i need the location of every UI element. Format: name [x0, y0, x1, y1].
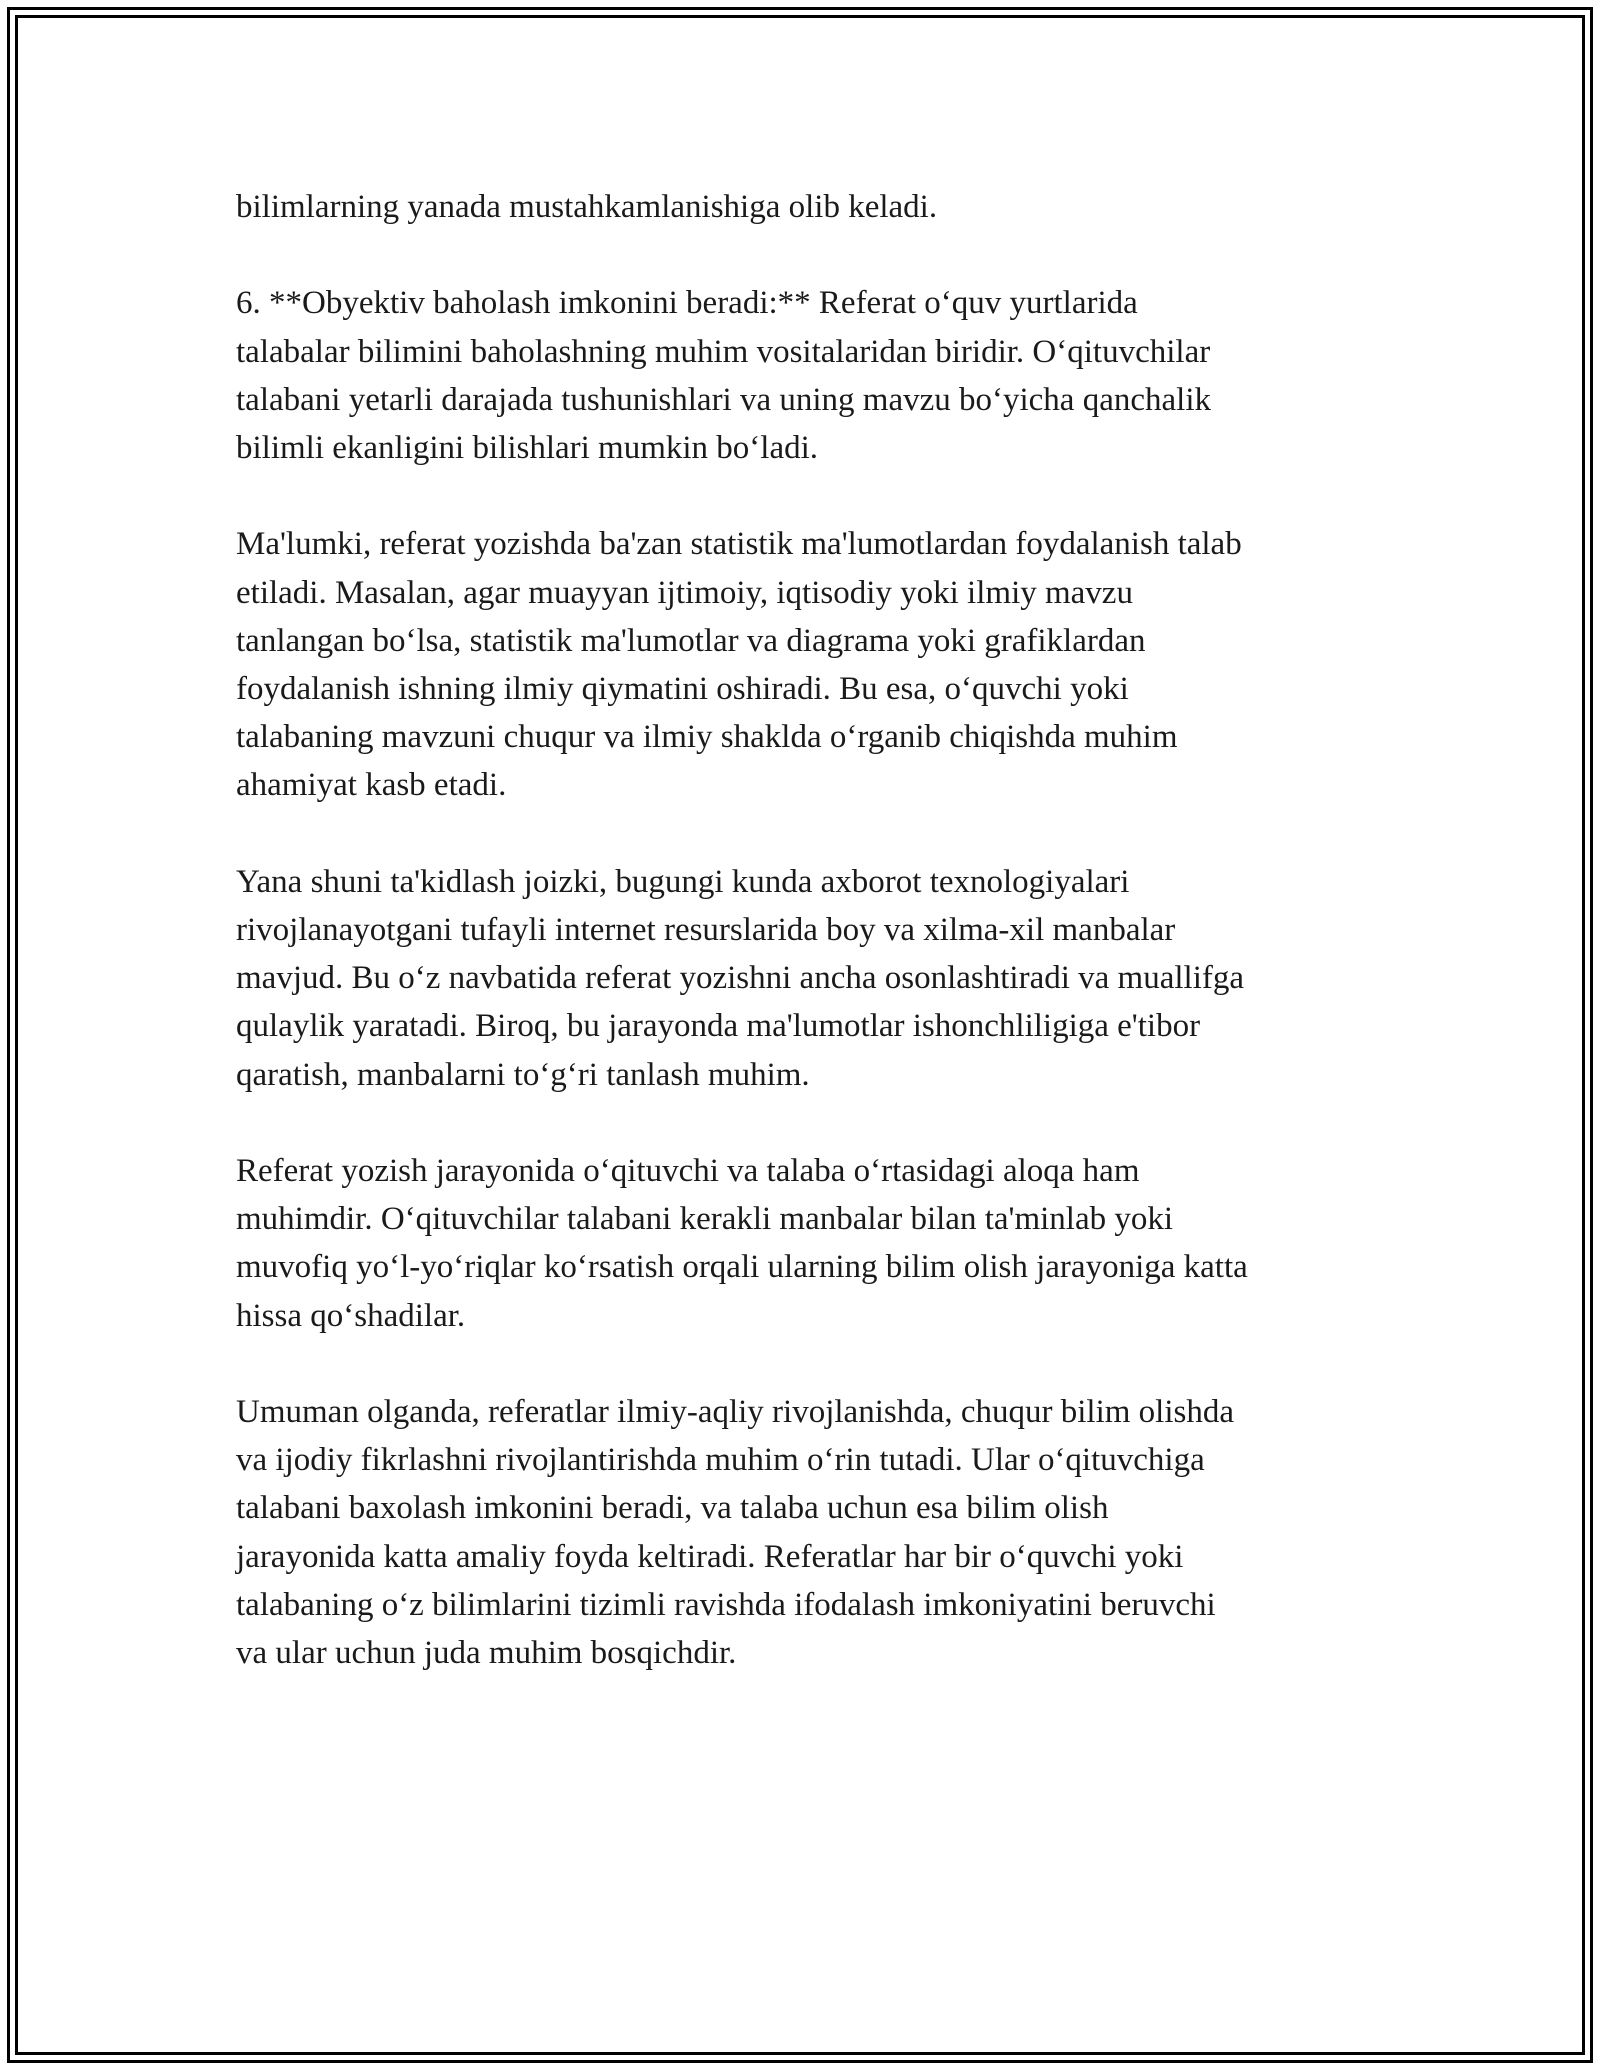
text-line: rivojlanayotgani tufayli internet resurslarida boy va xilma-xil manbalar	[236, 912, 1176, 948]
paragraph	[236, 279, 1376, 472]
text-line: tanlangan bo‘lsa, statistik ma'lumotlar va diagrama yoki grafiklardan	[236, 622, 1146, 659]
paragraph	[236, 183, 1376, 231]
text-line: Ma'lumki, referat yozishda ba'zan statistik ma'lumotlardan foydalanish talab	[236, 526, 1242, 563]
text-line: talabalar bilimini baholashning muhim vositalaridan biridir. O‘qituvchilar	[236, 333, 1211, 370]
paragraph	[236, 1147, 1376, 1340]
paragraph	[236, 1388, 1376, 1677]
text-line: talabaning mavzuni chuqur va ilmiy shaklda o‘rganib chiqishda muhim	[236, 719, 1178, 756]
paragraph	[236, 858, 1376, 1099]
text-line: 6. **Obyektiv baholash imkonini beradi:** Referat o‘quv yurtlarida	[236, 285, 1138, 322]
text-line: Yana shuni ta'kidlash joizki, bugungi kunda axborot texnologiyalari	[236, 863, 1130, 900]
document-body	[236, 183, 1376, 1677]
text-line: ahamiyat kasb etadi.	[236, 767, 507, 804]
text-line: qaratish, manbalarni to‘g‘ri tanlash muhim.	[236, 1056, 810, 1093]
text-line: hissa qo‘shadilar.	[236, 1297, 466, 1334]
text-line: jarayonida katta amaliy foyda keltiradi. Referatlar har bir o‘quvchi yoki	[236, 1538, 1184, 1575]
text-line: mavjud. Bu o‘z navbatida referat yozishni ancha osonlashtiradi va muallifga	[236, 960, 1244, 997]
text-line: va ijodiy fikrlashni rivojlantirishda muhim o‘rin tutadi. Ular o‘qituvchiga	[236, 1442, 1205, 1479]
text-line: Referat yozish jarayonida o‘qituvchi va talaba o‘rtasidagi aloqa ham	[236, 1153, 1140, 1189]
text-line: muvofiq yo‘l-yo‘riqlar ko‘rsatish orqali ularning bilim olish jarayoniga katta	[236, 1249, 1248, 1286]
paragraph	[236, 520, 1376, 809]
text-line: talabaning o‘z bilimlarini tizimli ravishda ifodalash imkoniyatini beruvchi	[236, 1586, 1216, 1623]
text-line: foydalanish ishning ilmiy qiymatini oshiradi. Bu esa, o‘quvchi yoki	[236, 671, 1129, 707]
text-line: bilimli ekanligini bilishlari mumkin bo‘ladi.	[236, 430, 819, 466]
text-line: qulaylik yaratadi. Biroq, bu jarayonda ma'lumotlar ishonchliligiga e'tibor	[236, 1008, 1201, 1045]
text-line: etiladi. Masalan, agar muayyan ijtimoiy, iqtisodiy yoki ilmiy mavzu	[236, 574, 1133, 611]
text-line: bilimlarning yanada mustahkamlanishiga olib keladi.	[236, 189, 938, 225]
text-line: talabani baxolash imkonini beradi, va talaba uchun esa bilim olish	[236, 1490, 1109, 1527]
text-line: Umuman olganda, referatlar ilmiy-aqliy rivojlanishda, chuqur bilim olishda	[236, 1394, 1234, 1430]
text-line: talabani yetarli darajada tushunishlari va uning mavzu bo‘yicha qanchalik	[236, 381, 1211, 418]
text-line: muhimdir. O‘qituvchilar talabani kerakli manbalar bilan ta'minlab yoki	[236, 1201, 1174, 1238]
text-line: va ular uchun juda muhim bosqichdir.	[236, 1635, 737, 1672]
